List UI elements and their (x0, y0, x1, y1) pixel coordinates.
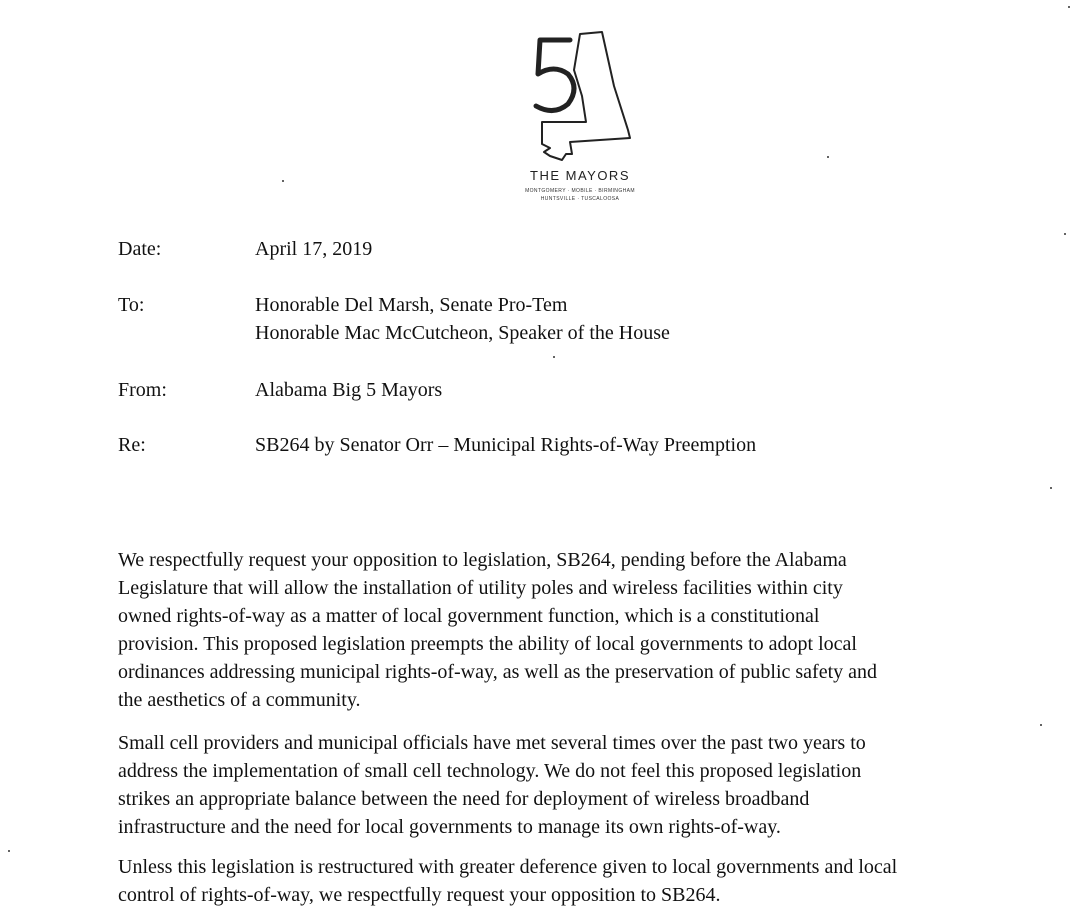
paragraph-line: owned rights-of-way as a matter of local government function, which is a constitutional (118, 605, 820, 627)
paragraph-line: We respectfully request your opposition to legislation, SB264, pending before the Alabama (118, 549, 847, 571)
paragraph-line: Legislature that will allow the installation of utility poles and wireless facilities within city (118, 577, 843, 599)
scan-speck (1064, 233, 1066, 235)
scan-speck (1050, 487, 1052, 489)
body-paragraph-1 (118, 546, 998, 714)
scan-speck (553, 356, 555, 358)
scan-speck (1040, 724, 1042, 726)
to-recipient-2: Honorable Mac McCutcheon, Speaker of the House (255, 322, 670, 344)
paragraph-line: strikes an appropriate balance between the need for deployment of wireless broadband (118, 788, 810, 810)
scan-speck (8, 850, 10, 852)
paragraph-line: control of rights-of-way, we respectfully request your opposition to SB264. (118, 884, 721, 906)
paragraph-line: ordinances addressing municipal rights-of-way, as well as the preservation of public safety and (118, 661, 878, 683)
from-label: From: (118, 379, 167, 401)
mayors-logo (490, 20, 670, 220)
from-value: Alabama Big 5 Mayors (255, 379, 443, 401)
re-subject: SB264 by Senator Orr – Municipal Rights-of-Way Preemption (255, 434, 757, 456)
to-label: To: (118, 294, 145, 316)
logo-cities-line1: MONTGOMERY · MOBILE · BIRMINGHAM (525, 188, 635, 194)
paragraph-line: the aesthetics of a community. (118, 689, 361, 711)
to-recipient-1: Honorable Del Marsh, Senate Pro-Tem (255, 294, 568, 316)
logo-cities-line2: HUNTSVILLE · TUSCALOOSA (540, 196, 620, 202)
paragraph-line: Unless this legislation is restructured with greater deference given to local governments and local (118, 856, 898, 878)
logo-title: THE MAYORS (530, 168, 630, 183)
paragraph-line: infrastructure and the need for local governments to manage its own rights-of-way. (118, 816, 781, 838)
scan-speck (282, 180, 284, 182)
paragraph-line: provision. This proposed legislation preempts the ability of local governments to adopt local (118, 633, 857, 655)
paragraph-line: Small cell providers and municipal officials have met several times over the past two years to (118, 732, 866, 754)
re-label: Re: (118, 434, 146, 456)
body-paragraph-2 (118, 729, 998, 841)
body-paragraph-3 (118, 853, 998, 909)
date-value: April 17, 2019 (255, 238, 373, 260)
alabama-five-logo-icon (510, 30, 650, 170)
paragraph-line: address the implementation of small cell technology. We do not feel this proposed legislation (118, 760, 862, 782)
date-label: Date: (118, 238, 162, 260)
scan-speck (1068, 6, 1070, 8)
scan-speck (827, 156, 829, 158)
